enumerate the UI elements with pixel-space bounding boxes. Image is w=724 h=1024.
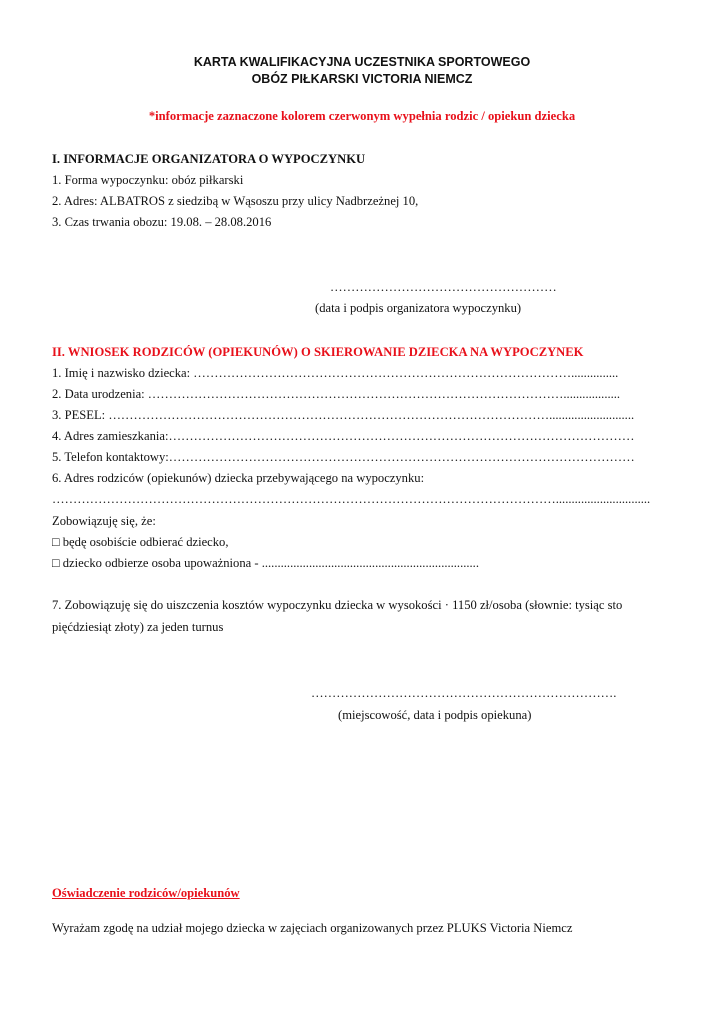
cost-commitment-line2: pięćdziesiąt złoty) za jeden turnus [52,620,224,634]
commitment-label: Zobowiązuję się, że: [52,514,156,528]
field-child-name: 1. Imię i nazwisko dziecka: ………………………………………………………………………………............... [52,366,619,380]
section1-heading: I. INFORMACJE ORGANIZATORA O WYPOCZYNKU [52,152,366,166]
option-authorized-pickup: □ dziecko odbierze osoba upoważniona - ..................................................................... [52,556,479,570]
organizer-signature-caption: (data i podpis organizatora wypoczynku) [315,301,522,315]
section3-heading: Oświadczenie rodziców/opiekunów [52,886,240,900]
section1-item-form: 1. Forma wypoczynku: obóz piłkarski [52,173,244,187]
document-title-line1: KARTA KWALIFIKACYJNA UCZESTNIKA SPORTOWEGO [193,55,531,69]
field-parents-address: 6. Adres rodziców (opiekunów) dziecka przebywającego na wypoczynku: [52,471,425,485]
field-home-address: 4. Adres zamieszkania:………………………………………………………………………………………………… [52,429,635,443]
option-self-pickup: □ będę osobiście odbierać dziecko, [52,535,229,549]
section1-item-duration: 3. Czas trwania obozu: 19.08. – 28.08.2016 [52,215,272,229]
field-pesel: 3. PESEL: ……………………………………………………………………………………………........................... [52,408,635,422]
red-info-note: *informacje zaznaczone kolorem czerwonym wypełnia rodzic / opiekun dziecka [148,109,576,123]
field-birth-date: 2. Data urodzenia: ……………………………………………………………………………………….................. [52,387,621,401]
consent-statement: Wyrażam zgodę na udział mojego dziecka w zajęciach organizowanych przez PLUKS Victoria Niemcz [52,921,573,935]
organizer-signature-line: ……………………………………………… [330,280,557,294]
parent-signature-caption: (miejscowość, data i podpis opiekuna) [338,708,532,722]
cost-commitment-line1: 7. Zobowiązuję się do uiszczenia kosztów wypoczynku dziecka w wysokości · 1150 zł/osoba (słownie: tysiąc sto [52,598,623,612]
section2-heading: II. WNIOSEK RODZICÓW (OPIEKUNÓW) O SKIEROWANIE DZIECKA NA WYPOCZYNEK [52,345,584,359]
section1-item-address: 2. Adres: ALBATROS z siedzibą w Wąsoszu przy ulicy Nadbrzeżnej 10, [52,194,419,208]
parent-signature-line: ………………………………………………………………. [311,686,617,700]
document-title-line2: OBÓZ PIŁKARSKI VICTORIA NIEMCZ [251,72,473,86]
field-parents-address-line: ………………………………………………………………………………………………………….............................. [52,492,651,506]
field-phone: 5. Telefon kontaktowy:………………………………………………………………………………………………… [52,450,635,464]
